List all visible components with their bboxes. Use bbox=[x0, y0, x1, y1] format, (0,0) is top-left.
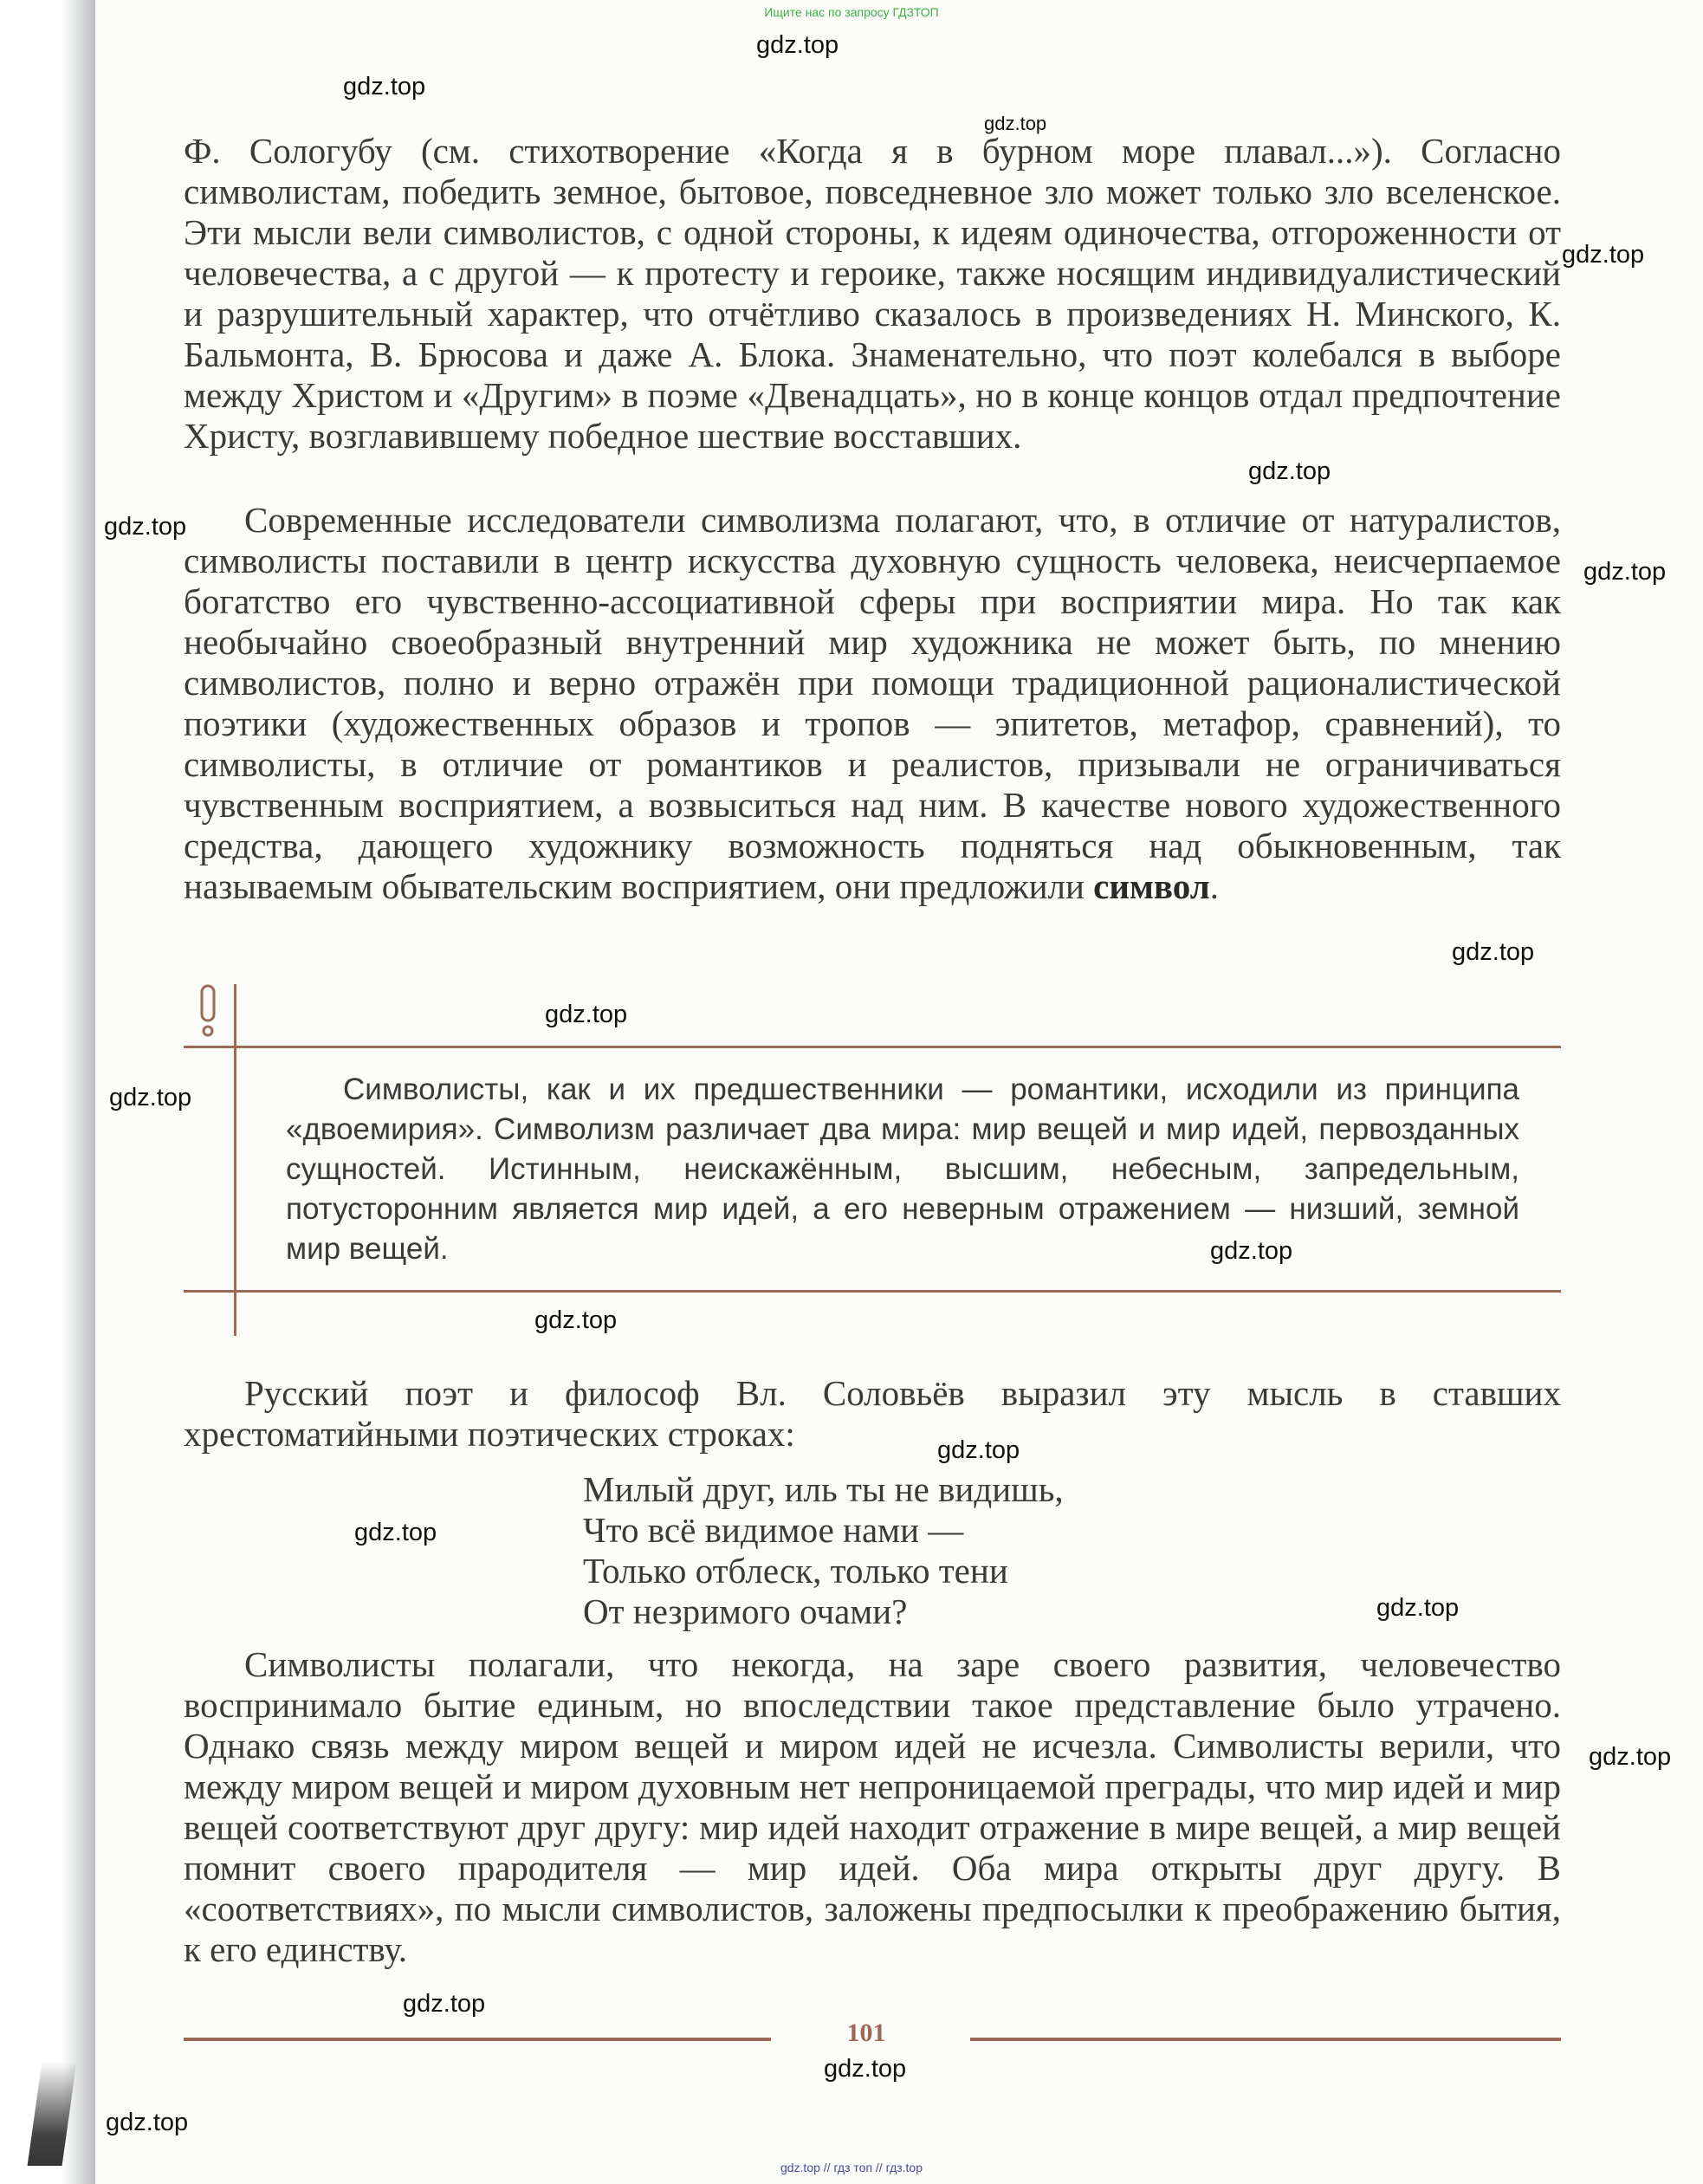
poem-line: Что всё видимое нами — bbox=[583, 1510, 964, 1550]
poem-line: От незримого очами? bbox=[583, 1591, 908, 1631]
watermark: gdz.top bbox=[104, 513, 187, 541]
top-banner[interactable]: Ищите нас по запросу ГДЗТОП bbox=[764, 5, 939, 19]
poem-line: Только отблеск, только тени bbox=[583, 1551, 1008, 1591]
watermark: gdz.top bbox=[354, 1519, 437, 1546]
watermark: gdz.top bbox=[545, 1001, 628, 1028]
watermark: gdz.top bbox=[1589, 1743, 1672, 1771]
watermark: gdz.top bbox=[106, 2109, 189, 2136]
watermark: gdz.top bbox=[1210, 1237, 1293, 1265]
watermark: gdz.top bbox=[1248, 457, 1331, 485]
poem-quote bbox=[583, 1469, 1064, 1632]
watermark: gdz.top bbox=[1376, 1594, 1460, 1622]
term-symbol: символ bbox=[1093, 866, 1210, 906]
box-bottom-rule bbox=[184, 1290, 1561, 1293]
paragraph-correspondences: Символисты полагали, что некогда, на заре своего развития, человечество воспринимало бытие единым, но впоследствии такое представление было утрачено. Однако связь между миром вещей и миром идей не исчезла. Символисты верили, что между миром вещей и миром духовным нет непроницаемой преграды, что мир идей и мир вещей соответствуют друг другу: мир идей находит отражение в мире вещей, а мир вещей помнит своего прародителя — мир идей. Оба мира открыты друг другу. В «соответствиях», по мысли символистов, заложены предпосылки к преображению бытия, к его единству. bbox=[184, 1644, 1561, 1969]
exclamation-icon bbox=[197, 984, 220, 1038]
box-dual-worlds: Символисты, как и их предшественники — романтики, исходили из принципа «двоемирия». Символизм различает два мира: мир вещей и мир идей, первозданных сущностей. Истинным, неискажённым, высшим, небесным, запредельным, потусторонним является мир идей, а его неверным отражением — низший, земной мир вещей. bbox=[286, 1073, 1519, 1266]
poem-line: Милый друг, иль ты не видишь, bbox=[583, 1469, 1064, 1509]
paragraph-symbol: Современные исследователи символизма полагают, что, в отличие от натуралистов, символисты поставили в центр искусства духовную сущность человека, неисчерпаемое богатство его чувственно-ассоциативной сферы при восприятии мира. Но так как необычайно своеобразный внутренний мир художника не может быть, по мнению символистов, полно и верно отражён при помощи традиционной рационалистической поэтики (художественных образов и тропов — эпитетов, метафор, сравнений), то символисты, в отличие от романтиков и реалистов, призывали не ограничиваться чувственным восприятием, а возвыситься над ним. В качестве нового художественного средства, дающего художнику возможность подняться над обыкновенным, так называемым обывательским восприятием, они предложили символ. bbox=[184, 500, 1561, 906]
paragraph-solovyov: Русский поэт и философ Вл. Соловьёв выразил эту мысль в ставших хрестоматийными поэтических строках: bbox=[184, 1373, 1561, 1454]
footer-rule-left bbox=[184, 2038, 771, 2041]
watermark: gdz.top bbox=[1452, 938, 1535, 966]
watermark: gdz.top bbox=[824, 2055, 907, 2083]
watermark: gdz.top bbox=[403, 1990, 486, 2018]
watermark: gdz.top bbox=[343, 73, 426, 100]
box-top-rule bbox=[184, 1046, 1561, 1048]
watermark: gdz.top bbox=[534, 1306, 618, 1334]
paragraph-sologub: Ф. Сологубу (см. стихотворение «Когда я в бурном море плавал...»). Согласно символистам, победить земное, бытовое, повседневное зло может только зло вселенское. Эти мысли вели символистов, с одной стороны, к идеям одиночества, отгороженности от человечества, а с другой — к протесту и героике, также носящим индивидуалистический и разрушительный характер, что отчётливо сказалось в произведениях Н. Минского, К. Бальмонта, В. Брюсова и даже А. Блока. Знаменательно, что поэт колебался в выборе между Христом и «Другим» в поэме «Двенадцать», но в конце концов отдал предпочтение Христу, возглавившему победное шествие восставших. bbox=[184, 131, 1561, 456]
footer-rule-right bbox=[970, 2038, 1561, 2041]
bottom-banner[interactable]: gdz.top // гдз топ // гдз.top bbox=[780, 2161, 923, 2174]
watermark: gdz.top bbox=[1583, 558, 1667, 586]
page-number: 101 bbox=[846, 2019, 886, 2047]
watermark: gdz.top bbox=[1562, 241, 1645, 269]
watermark: gdz.top bbox=[109, 1084, 192, 1111]
watermark: gdz.top bbox=[756, 31, 839, 59]
box-vertical-rule bbox=[234, 984, 236, 1336]
watermark: gdz.top bbox=[937, 1436, 1020, 1464]
watermark: gdz.top bbox=[984, 113, 1047, 134]
